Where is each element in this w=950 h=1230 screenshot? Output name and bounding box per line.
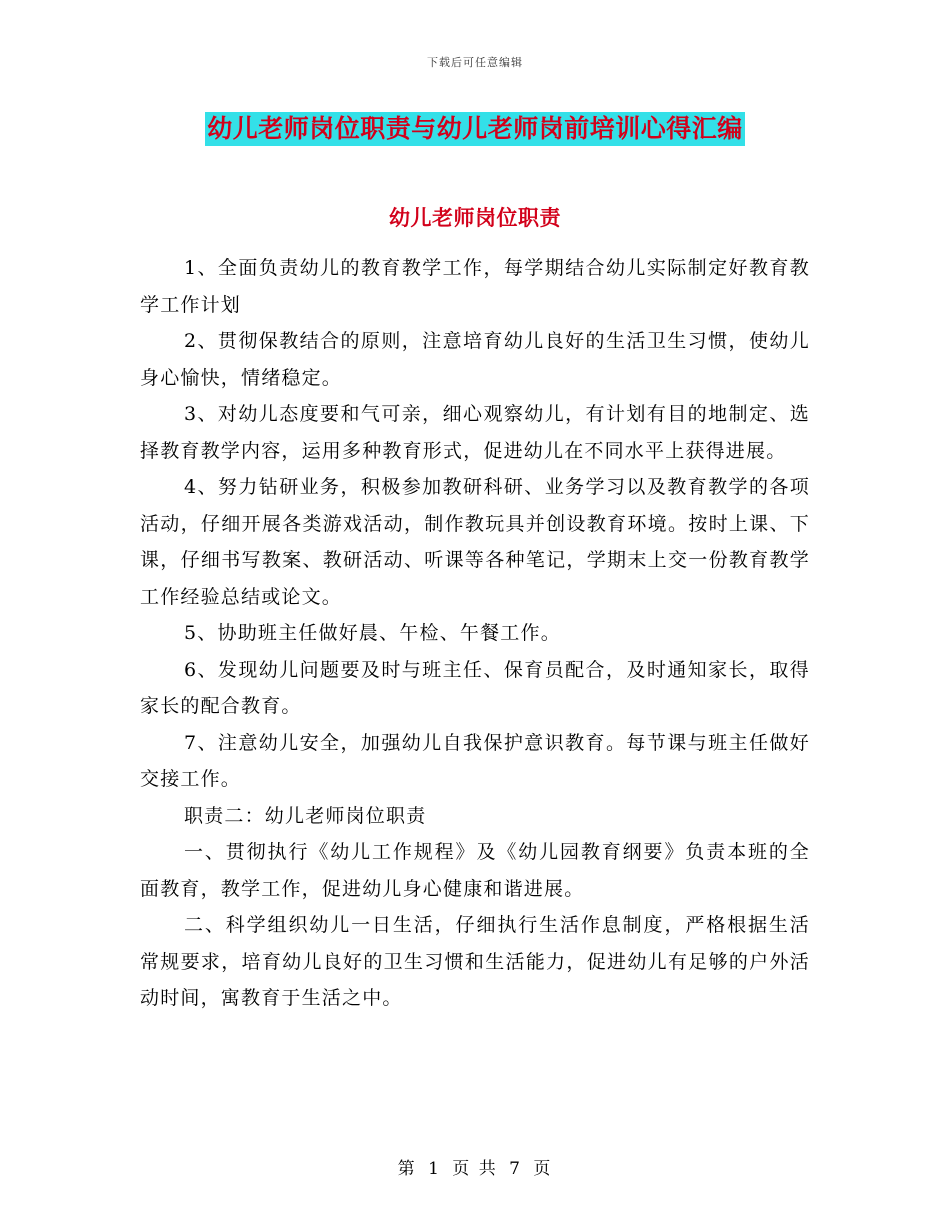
paragraph-2: 2、贯彻保教结合的原则，注意培育幼儿良好的生活卫生习惯，使幼儿身心愉快，情绪稳定。 [140, 330, 810, 389]
section-title: 幼儿老师岗位职责 [389, 206, 561, 230]
header-note: 下载后可任意编辑 [427, 56, 523, 69]
doc-title-wrap [0, 112, 950, 146]
footer-prefix: 第 [397, 1159, 417, 1179]
subsection-heading: 职责二：幼儿老师岗位职责 [184, 804, 427, 827]
paragraph-6: 6、发现幼儿问题要及时与班主任、保育员配合，及时通知家长，取得家长的配合教育。 [140, 658, 810, 717]
page-footer [0, 1154, 950, 1179]
paragraph-7: 7、注意幼儿安全，加强幼儿自我保护意识教育。每节课与班主任做好交接工作。 [140, 731, 810, 790]
paragraph-9: 二、科学组织幼儿一日生活，仔细执行生活作息制度，严格根据生活常规要求，培育幼儿良好的卫生习惯和生活能力，促进幼儿有足够的户外活动时间，寓教育于生活之中。 [140, 914, 810, 1009]
paragraph-3: 3、对幼儿态度要和气可亲，细心观察幼儿，有计划有目的地制定、选择教育教学内容，运用多种教育形式，促进幼儿在不同水平上获得进展。 [140, 403, 810, 462]
paragraph-4: 4、努力钻研业务，积极参加教研科研、业务学习以及教育教学的各项活动，仔细开展各类游戏活动，制作教玩具并创设教育环境。按时上课、下课，仔细书写教案、教研活动、听课等各种笔记，学期末上交一份教育教学工作经验总结或论文。 [140, 476, 810, 608]
paragraph-1: 1、全面负责幼儿的教育教学工作，每学期结合幼儿实际制定好教育教学工作计划 [140, 257, 810, 316]
footer-page-number: 1 [428, 1159, 441, 1179]
document-body [140, 250, 810, 1017]
paragraph-8: 一、贯彻执行《幼儿工作规程》及《幼儿园教育纲要》负责本班的全面教育，教学工作，促进幼儿身心健康和谐进展。 [140, 841, 810, 900]
footer-middle: 页 共 [452, 1159, 498, 1179]
paragraph-5: 5、协助班主任做好晨、午检、午餐工作。 [184, 622, 561, 644]
footer-total-pages: 7 [509, 1159, 522, 1179]
footer-suffix: 页 [533, 1159, 553, 1179]
doc-title: 幼儿老师岗位职责与幼儿老师岗前培训心得汇编 [205, 112, 745, 146]
